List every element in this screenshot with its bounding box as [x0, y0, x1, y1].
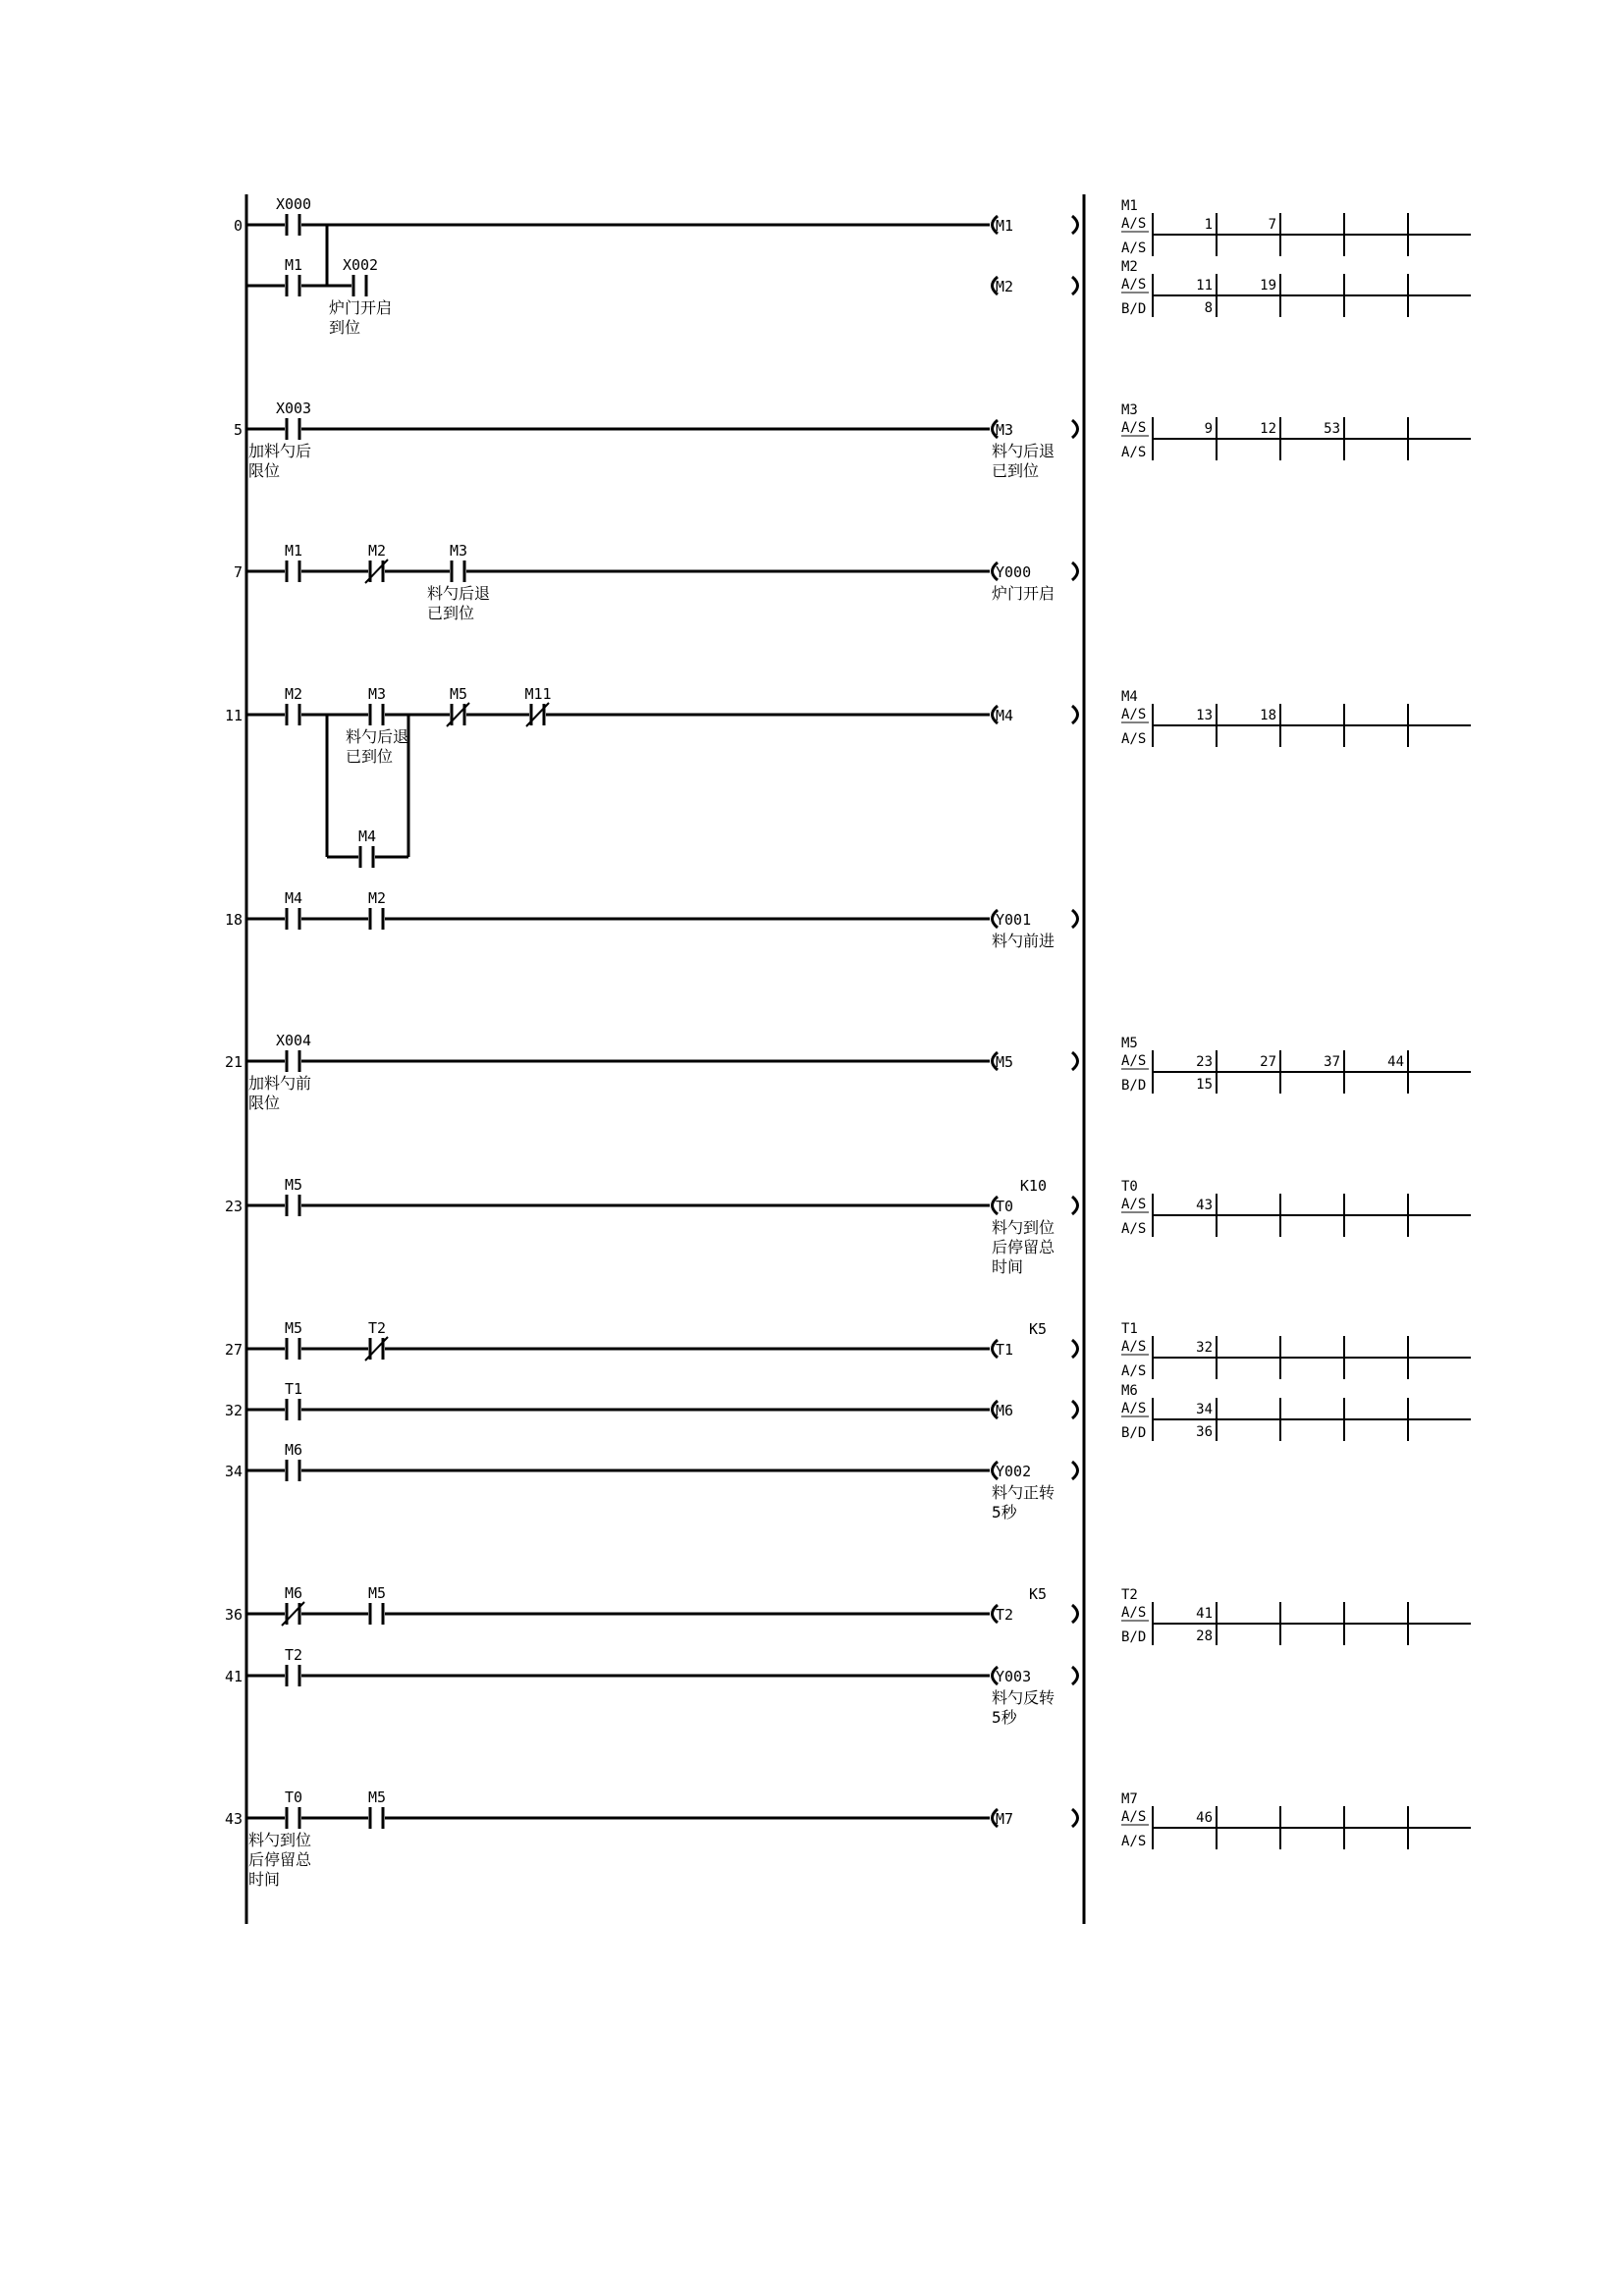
- contact-label: M4: [284, 889, 303, 907]
- xref-top-type: A/S: [1121, 216, 1147, 232]
- coil-label: M6: [996, 1402, 1014, 1419]
- contact-comment: 料勺后退: [346, 727, 409, 746]
- no-contact-m5: [368, 1789, 386, 1830]
- coil-y001: [992, 910, 1078, 950]
- xref-ref-top: 1: [1204, 217, 1213, 233]
- xref-ref-bottom: 28: [1196, 1629, 1213, 1644]
- xref-device: M2: [1121, 259, 1138, 275]
- nc-contact-m2: [365, 542, 388, 583]
- contact-label: M1: [284, 542, 303, 560]
- xref-m1: [1121, 198, 1471, 256]
- contact-comment: 加料勺后: [248, 442, 312, 460]
- coil-comment: 料勺前进: [992, 932, 1056, 950]
- nc-contact-t2: [365, 1319, 388, 1361]
- xref-bottom-type: B/D: [1121, 1629, 1147, 1645]
- xref-top-type: A/S: [1121, 707, 1147, 722]
- xref-device: M7: [1121, 1791, 1138, 1807]
- no-contact-x004: [248, 1032, 311, 1112]
- xref-m7: [1121, 1791, 1471, 1849]
- xref-ref-bottom: 8: [1204, 300, 1213, 316]
- coil-close-paren: [1072, 910, 1078, 928]
- coil-m6: [993, 1401, 1078, 1419]
- xref-device: M4: [1121, 689, 1138, 705]
- coil-close-paren: [1072, 1401, 1078, 1418]
- coil-y002: [992, 1462, 1078, 1522]
- contact-label: M2: [284, 685, 303, 703]
- step-number: 21: [224, 1053, 243, 1071]
- coil-close-paren: [1072, 1052, 1078, 1070]
- no-contact-m2: [285, 685, 302, 726]
- coil-y003: [992, 1667, 1078, 1727]
- no-contact-m2: [368, 889, 386, 931]
- contact-label: M5: [284, 1319, 303, 1337]
- xref-device: M5: [1121, 1036, 1138, 1051]
- xref-ref-top: 11: [1196, 278, 1213, 294]
- contact-label: M3: [449, 542, 468, 560]
- coil-m5: [993, 1052, 1078, 1071]
- contact-label: M1: [284, 256, 303, 274]
- rung-41: [225, 1646, 1078, 1727]
- xref-t1: [1121, 1321, 1471, 1379]
- cross-reference-table: [1121, 198, 1471, 1849]
- coil-comment: 料勺反转: [992, 1688, 1056, 1707]
- contact-label: M5: [449, 685, 468, 703]
- contact-comment: 炉门开启: [329, 298, 393, 317]
- xref-top-type: A/S: [1121, 1053, 1147, 1069]
- timer-preset: K10: [1019, 1177, 1047, 1195]
- xref-top-type: A/S: [1121, 1605, 1147, 1621]
- contact-comment: 加料勺前: [248, 1074, 312, 1093]
- coil-close-paren: [1072, 1197, 1078, 1214]
- no-contact-m5: [285, 1176, 302, 1217]
- rung-5: [234, 400, 1078, 480]
- xref-device: M6: [1121, 1383, 1138, 1399]
- no-contact-t1: [285, 1380, 302, 1421]
- xref-bottom-type: A/S: [1121, 1834, 1147, 1849]
- xref-device: T1: [1121, 1321, 1138, 1337]
- step-number: 32: [224, 1402, 243, 1419]
- step-number: 23: [224, 1198, 243, 1215]
- coil-t1: [993, 1320, 1078, 1359]
- contact-label: T0: [284, 1789, 303, 1806]
- contact-comment: 后停留总: [248, 1850, 312, 1869]
- contact-label: M3: [367, 685, 387, 703]
- contact-label: M5: [284, 1176, 303, 1194]
- coil-close-paren: [1072, 1340, 1078, 1358]
- contact-comment: 限位: [248, 1094, 281, 1112]
- coil-m3: [992, 420, 1078, 480]
- no-contact-m1: [285, 542, 302, 583]
- xref-device: T2: [1121, 1587, 1138, 1603]
- step-number: 43: [224, 1810, 243, 1828]
- coil-comment: 料勺后退: [992, 442, 1056, 460]
- xref-t2: [1121, 1587, 1471, 1645]
- coil-label: M1: [996, 217, 1014, 235]
- coil-m7: [993, 1809, 1078, 1828]
- no-contact-t0: [248, 1789, 312, 1889]
- xref-bottom-type: A/S: [1121, 731, 1147, 747]
- xref-ref-top: 41: [1196, 1606, 1213, 1622]
- xref-ref-top: 7: [1268, 217, 1276, 233]
- timer-preset: K5: [1028, 1585, 1047, 1603]
- xref-ref-top: 43: [1196, 1198, 1213, 1213]
- branch-contact-label: M4: [357, 828, 377, 845]
- contact-comment: 到位: [329, 318, 361, 337]
- no-contact-x002: [329, 256, 392, 337]
- nc-contact-m11: [524, 685, 551, 726]
- coil-m1: [993, 216, 1078, 235]
- xref-m4: [1121, 689, 1471, 747]
- nc-contact-m5: [447, 685, 469, 726]
- xref-ref-top: 12: [1260, 421, 1276, 437]
- coil-close-paren: [1072, 1809, 1078, 1827]
- no-contact-m5: [285, 1319, 302, 1361]
- no-contact-x003: [248, 400, 311, 480]
- xref-t0: [1121, 1179, 1471, 1237]
- rung-11: [225, 685, 1078, 869]
- step-number: 27: [224, 1341, 243, 1359]
- step-number: 7: [233, 563, 243, 581]
- no-contact-m3: [346, 685, 408, 766]
- coil-close-paren: [1072, 706, 1078, 723]
- xref-ref-top: 34: [1196, 1402, 1213, 1417]
- coil-label: Y001: [996, 911, 1032, 929]
- coil-close-paren: [1072, 216, 1078, 234]
- xref-m6: [1121, 1383, 1471, 1441]
- rung-23: [225, 1176, 1078, 1276]
- xref-ref-top: 44: [1387, 1054, 1404, 1070]
- step-number: 36: [224, 1606, 243, 1624]
- xref-ref-bottom: 15: [1196, 1077, 1213, 1093]
- nc-contact-m6: [282, 1584, 304, 1626]
- contact-label: M11: [524, 685, 552, 703]
- xref-top-type: A/S: [1121, 420, 1147, 436]
- coil-label: T0: [996, 1198, 1014, 1215]
- xref-ref-top: 27: [1260, 1054, 1276, 1070]
- contact-label: M2: [367, 889, 387, 907]
- coil-comment: 后停留总: [992, 1238, 1056, 1256]
- xref-ref-top: 53: [1324, 421, 1340, 437]
- xref-ref-top: 13: [1196, 708, 1213, 723]
- xref-ref-top: 9: [1204, 421, 1213, 437]
- coil-comment: 已到位: [992, 461, 1040, 480]
- coil-label: Y003: [996, 1668, 1032, 1685]
- xref-device: M3: [1121, 402, 1138, 418]
- rung-0: [234, 195, 1078, 337]
- no-contact-m5: [368, 1584, 386, 1626]
- coil-t2: [993, 1585, 1078, 1624]
- contact-comment: 限位: [248, 461, 281, 480]
- rung-36: [225, 1584, 1078, 1626]
- no-contact-m4: [285, 889, 302, 931]
- contact-comment: 时间: [248, 1870, 281, 1889]
- xref-bottom-type: B/D: [1121, 301, 1147, 317]
- coil-label: Y002: [996, 1463, 1032, 1480]
- rung-7: [234, 542, 1078, 622]
- no-contact-x000: [276, 195, 311, 237]
- step-number: 11: [224, 707, 243, 724]
- xref-m3: [1121, 402, 1471, 460]
- step-number: 5: [233, 421, 243, 439]
- xref-top-type: A/S: [1121, 1809, 1147, 1825]
- coil-comment: 料勺正转: [992, 1483, 1056, 1502]
- step-number: 34: [224, 1463, 243, 1480]
- coil-close-paren: [1072, 562, 1078, 580]
- contact-comment: 料勺后退: [427, 584, 491, 603]
- rung-27: [225, 1319, 1078, 1361]
- xref-bottom-type: B/D: [1121, 1078, 1147, 1094]
- step-number: 0: [233, 217, 243, 235]
- coil-label: M7: [996, 1810, 1014, 1828]
- contact-comment: 料勺到位: [248, 1831, 312, 1849]
- coil-close-paren: [1072, 1462, 1078, 1479]
- coil-label: Y000: [996, 563, 1032, 581]
- rung-21: [225, 1032, 1078, 1112]
- contact-label: T2: [284, 1646, 303, 1664]
- coil-comment: 时间: [992, 1257, 1024, 1276]
- xref-ref-bottom: 36: [1196, 1424, 1213, 1440]
- coil-label: T1: [996, 1341, 1014, 1359]
- xref-ref-top: 19: [1260, 278, 1276, 294]
- xref-ref-top: 18: [1260, 708, 1276, 723]
- step-number: 18: [224, 911, 243, 929]
- xref-device: M1: [1121, 198, 1138, 214]
- contact-label: M6: [284, 1441, 303, 1459]
- coil-comment: 料勺到位: [992, 1218, 1056, 1237]
- xref-bottom-type: A/S: [1121, 1363, 1147, 1379]
- coil-close-paren: [1072, 277, 1078, 294]
- xref-top-type: A/S: [1121, 277, 1147, 293]
- coil-t0: [992, 1177, 1078, 1276]
- contact-label: M2: [367, 542, 387, 560]
- contact-comment: 已到位: [427, 604, 475, 622]
- xref-ref-top: 23: [1196, 1054, 1213, 1070]
- step-number: 41: [224, 1668, 243, 1685]
- xref-top-type: A/S: [1121, 1197, 1147, 1212]
- contact-label: T1: [284, 1380, 303, 1398]
- xref-bottom-type: A/S: [1121, 445, 1147, 460]
- rung-18: [225, 889, 1078, 950]
- coil-label: M3: [996, 421, 1014, 439]
- coil-close-paren: [1072, 1605, 1078, 1623]
- contact-label: T2: [367, 1319, 387, 1337]
- no-contact-m1: [285, 256, 302, 297]
- contact-label: X000: [275, 195, 312, 213]
- xref-bottom-type: A/S: [1121, 240, 1147, 256]
- xref-ref-top: 46: [1196, 1810, 1213, 1826]
- xref-ref-top: 32: [1196, 1340, 1213, 1356]
- xref-device: T0: [1121, 1179, 1138, 1195]
- coil-close-paren: [1072, 420, 1078, 438]
- coil-label: T2: [996, 1606, 1014, 1624]
- coil-y000: [992, 562, 1078, 603]
- contact-label: M5: [367, 1584, 387, 1602]
- timer-preset: K5: [1028, 1320, 1047, 1338]
- coil-label: M2: [996, 278, 1014, 295]
- coil-comment: 炉门开启: [992, 584, 1056, 603]
- contact-label: M5: [367, 1789, 387, 1806]
- xref-bottom-type: A/S: [1121, 1221, 1147, 1237]
- contact-label: X002: [342, 256, 379, 274]
- rungs-layer: [225, 195, 1078, 1889]
- xref-ref-top: 37: [1324, 1054, 1340, 1070]
- contact-label: X003: [275, 400, 312, 417]
- contact-label: X004: [275, 1032, 312, 1049]
- xref-top-type: A/S: [1121, 1401, 1147, 1416]
- xref-m5: [1121, 1036, 1471, 1094]
- coil-comment: 5秒: [992, 1708, 1017, 1727]
- coil-close-paren: [1072, 1667, 1078, 1684]
- coil-label: M5: [996, 1053, 1014, 1071]
- coil-label: M4: [996, 707, 1014, 724]
- rung-32: [225, 1380, 1078, 1421]
- coil-m4: [993, 706, 1078, 724]
- rung-43: [225, 1789, 1078, 1889]
- coil-comment: 5秒: [992, 1503, 1017, 1522]
- rung-34: [225, 1441, 1078, 1522]
- no-contact-m3: [427, 542, 490, 622]
- no-contact-t2: [285, 1646, 302, 1687]
- xref-m2: [1121, 259, 1471, 317]
- no-contact-m6: [285, 1441, 302, 1482]
- xref-top-type: A/S: [1121, 1339, 1147, 1355]
- xref-bottom-type: B/D: [1121, 1425, 1147, 1441]
- contact-label: M6: [284, 1584, 303, 1602]
- coil-m2: [993, 277, 1078, 295]
- contact-comment: 已到位: [346, 747, 394, 766]
